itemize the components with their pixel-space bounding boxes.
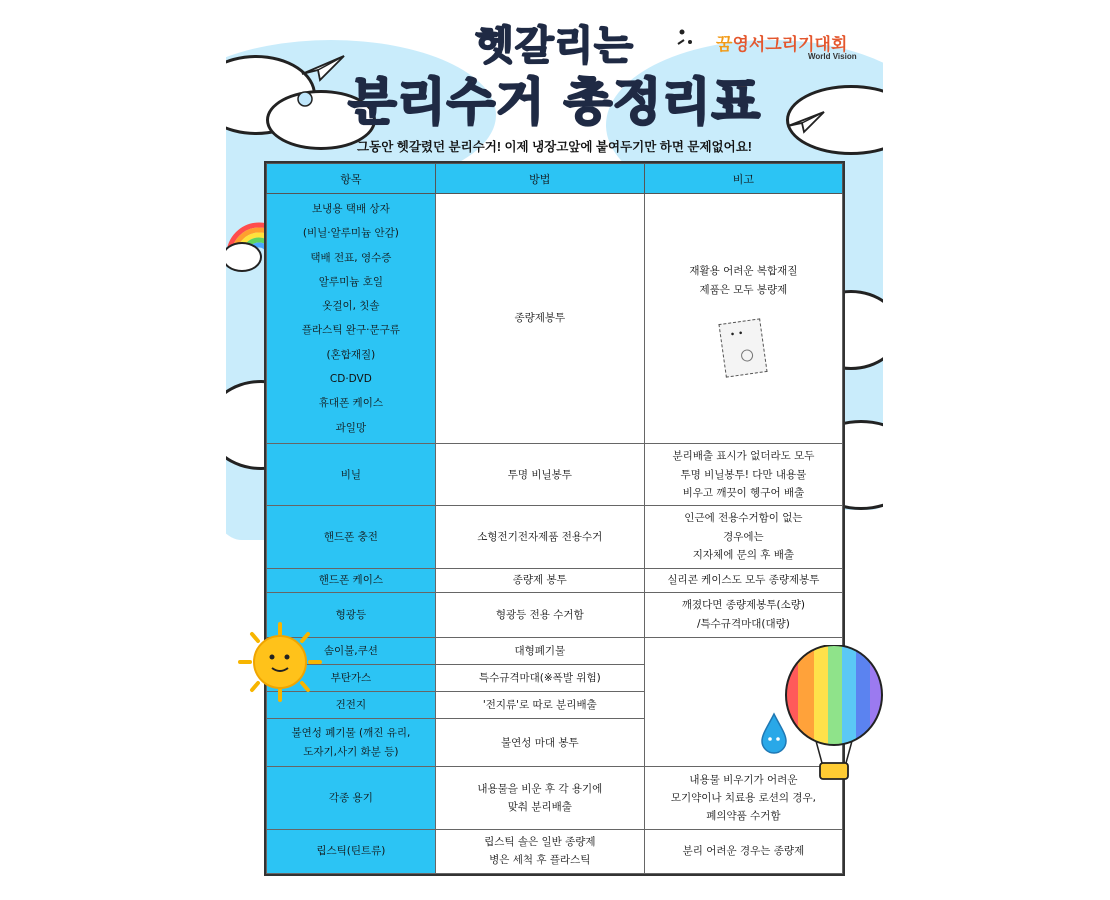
table-row — [267, 767, 843, 829]
note-cell — [644, 592, 842, 637]
note-line: 폐의약품 수거함 — [706, 810, 781, 823]
item-line: 불연성 폐기물 (깨진 유리, — [291, 727, 411, 740]
item-label: 플라스틱 완구·문구류 — [301, 324, 400, 337]
note-cell: 실리콘 케이스도 모두 종량제봉투 — [644, 568, 842, 592]
column-header-note: 비고 — [644, 164, 842, 194]
table-row — [267, 829, 843, 873]
note-line: /특수규격마대(대량) — [696, 617, 790, 630]
item-cell: 각종 용기 — [267, 767, 436, 829]
logo — [716, 30, 876, 70]
item-cell: 핸드폰 충전 — [267, 506, 436, 568]
item-cell: 비닐 — [267, 444, 436, 506]
document-illustration-icon — [719, 318, 768, 377]
item-label: 휴대폰 케이스 — [318, 397, 383, 410]
method-cell: 형광등 전용 수거함 — [435, 592, 644, 637]
logo-subtext: World Vision — [808, 52, 857, 61]
item-label: 과일망 — [335, 421, 367, 434]
note-line: 깨졌다면 종량제봉투(소량) — [681, 599, 805, 612]
method-cell: 불연성 마대 봉투 — [435, 719, 644, 767]
table-row — [267, 592, 843, 637]
method-cell: 대형폐기물 — [435, 637, 644, 664]
note-line: 제품은 모두 봉량제 — [699, 283, 788, 296]
table-row — [267, 506, 843, 568]
note-cell — [644, 506, 842, 568]
method-cell: '전지류'로 따로 분리배출 — [435, 692, 644, 719]
note-cell — [644, 194, 842, 444]
recycling-table — [264, 161, 845, 876]
table-row — [267, 568, 843, 592]
note-line: 경우에는 — [723, 530, 764, 543]
item-label: 옷걸이, 칫솔 — [322, 300, 380, 313]
method-cell: 종량제 봉투 — [435, 568, 644, 592]
page-subtitle: 그동안 헷갈렸던 분리수거! 이제 냉장고앞에 붙여두기만 하면 문제없어요! — [357, 140, 752, 154]
item-cell: 솜이불,쿠션 — [267, 637, 436, 664]
table-row — [267, 637, 843, 664]
column-header-method: 방법 — [435, 164, 644, 194]
method-line: 내용물을 비운 후 각 용기에 — [477, 782, 603, 795]
page-title-line2: 분리수거 총정리표 — [348, 73, 761, 131]
item-cell: 핸드폰 케이스 — [267, 568, 436, 592]
item-label: 보냉용 택배 상자 — [312, 202, 390, 215]
method-cell: 특수규격마대(※폭발 위험) — [435, 665, 644, 692]
item-cell — [267, 719, 436, 767]
table-header-row — [267, 164, 843, 194]
item-cell: 건전지 — [267, 692, 436, 719]
item-cell: 부탄가스 — [267, 665, 436, 692]
method-line: 병은 세척 후 플라스틱 — [489, 854, 591, 867]
item-label: 택배 전표, 영수증 — [310, 251, 392, 264]
method-cell: 투명 비닐봉투 — [435, 444, 644, 506]
note-line: 지자체에 문의 후 배출 — [692, 549, 795, 562]
logo-text-b: 영서그리기대회 — [732, 35, 848, 55]
item-label: (비닐·알루미늄 안감) — [302, 227, 399, 240]
note-line: 비우고 깨끗이 헹구어 배출 — [682, 486, 805, 499]
note-cell — [644, 444, 842, 506]
table-row — [267, 194, 843, 444]
method-cell: 종량제봉투 — [435, 194, 644, 444]
logo-text-a: 꿈 — [716, 35, 733, 55]
note-line: 인근에 전용수거함이 없는 — [684, 512, 803, 525]
note-line: 투명 비닐봉투! 다만 내용물 — [680, 468, 807, 481]
method-cell: 소형전기전자제품 전용수거 — [435, 506, 644, 568]
poster — [226, 0, 883, 900]
method-cell — [435, 829, 644, 873]
item-cell: 립스틱(틴트류) — [267, 829, 436, 873]
method-cell — [435, 767, 644, 829]
note-line: 재활용 어려운 복합재질 — [689, 265, 798, 278]
page-title-line1: 헷갈리는 — [475, 23, 634, 69]
method-line: 맞춰 분리배출 — [507, 801, 572, 814]
column-header-item: 항목 — [267, 164, 436, 194]
note-line: 내용물 비우기가 어려운 — [689, 773, 798, 786]
item-line: 도자기,사기 화분 등) — [303, 745, 399, 758]
item-cell: 형광등 — [267, 592, 436, 637]
note-cell-empty — [644, 637, 842, 767]
note-cell — [644, 767, 842, 829]
item-label: (혼합재질) — [326, 348, 376, 361]
method-line: 립스틱 솔은 일반 종량제 — [484, 835, 596, 848]
table-row — [267, 444, 843, 506]
note-cell: 분리 어려운 경우는 종량제 — [644, 829, 842, 873]
note-line: 모기약이나 치료용 로션의 경우, — [670, 791, 817, 804]
note-line: 분리배출 표시가 없더라도 모두 — [672, 450, 815, 463]
item-label: CD·DVD — [329, 373, 372, 386]
item-cell — [267, 194, 436, 444]
item-label: 알루미늄 호일 — [318, 275, 383, 288]
